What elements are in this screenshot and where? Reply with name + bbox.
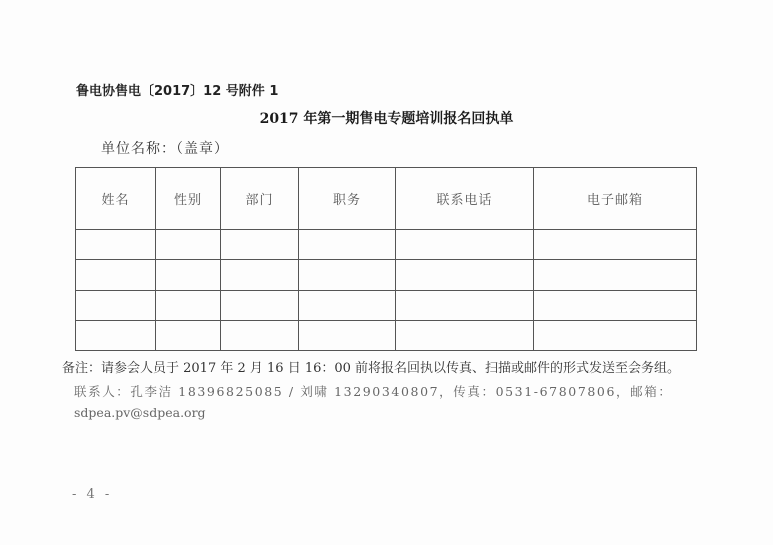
table-cell	[534, 230, 697, 260]
table-cell	[534, 290, 697, 320]
table-cell	[221, 230, 299, 260]
header-name: 姓名	[76, 168, 156, 230]
table-cell	[534, 260, 697, 290]
table-cell	[299, 290, 396, 320]
table-cell	[156, 230, 221, 260]
page-number: - 4 -	[72, 487, 113, 502]
header-phone: 联系电话	[396, 168, 534, 230]
table-cell	[156, 290, 221, 320]
table-header-row	[76, 168, 697, 230]
header-gender: 性别	[156, 168, 221, 230]
table-cell	[76, 230, 156, 260]
document-title: 2017 年第一期售电专题培训报名回执单	[259, 111, 514, 127]
header-position: 职务	[299, 168, 396, 230]
table-cell	[156, 320, 221, 350]
table-cell	[76, 290, 156, 320]
table-cell	[221, 290, 299, 320]
table-cell	[299, 320, 396, 350]
unit-name-label: 单位名称：（盖章）	[101, 141, 229, 157]
table-cell	[221, 260, 299, 290]
table-cell	[396, 290, 534, 320]
table-cell	[156, 260, 221, 290]
table-cell	[221, 320, 299, 350]
contact-email: sdpea.pv@sdpea.org	[74, 405, 206, 420]
table-cell	[396, 260, 534, 290]
table-cell	[299, 230, 396, 260]
table-row	[76, 230, 697, 260]
table-row	[76, 320, 697, 350]
registration-table	[75, 167, 697, 351]
table-cell	[534, 320, 697, 350]
table-cell	[299, 260, 396, 290]
footer-note: 备注：请参会人员于 2017 年 2 月 16 日 16：00 前将报名回执以传真、扫描或邮件的形式发送至会务组。	[62, 361, 681, 376]
header-email: 电子邮箱	[534, 168, 697, 230]
table-row	[76, 260, 697, 290]
header-department: 部门	[221, 168, 299, 230]
table-cell	[396, 320, 534, 350]
table-cell	[76, 260, 156, 290]
document-number: 鲁电协售电〔2017〕12 号附件 1	[76, 84, 279, 99]
contact-info: 联系人：孔李洁 18396825085 / 刘啸 13290340807，传真：0531-67807806，邮箱：	[74, 384, 673, 399]
table-cell	[396, 230, 534, 260]
table-body	[76, 230, 697, 351]
table-cell	[76, 320, 156, 350]
table-row	[76, 290, 697, 320]
